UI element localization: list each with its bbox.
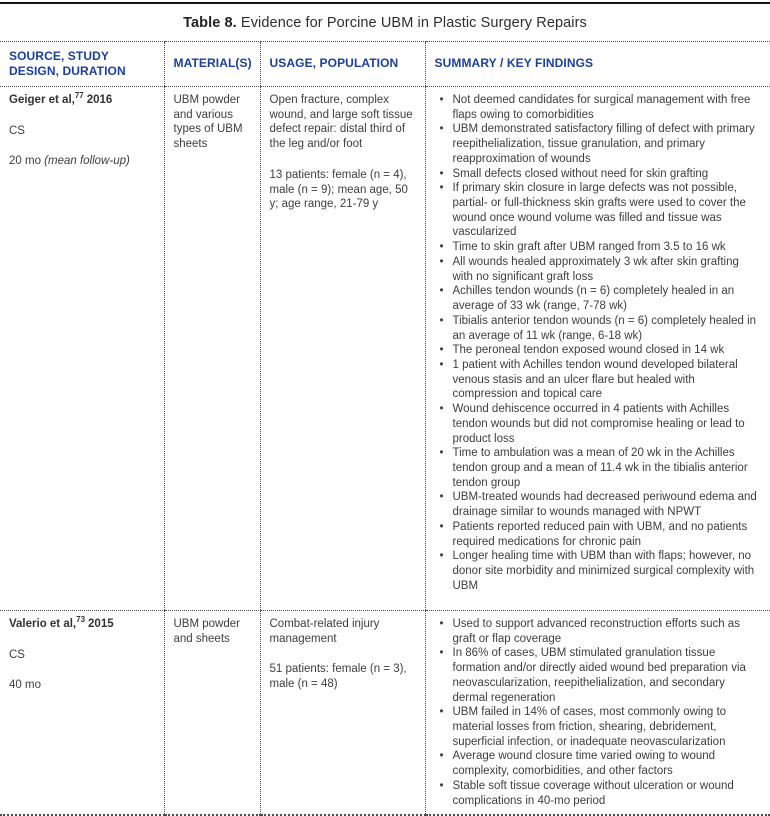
finding-item: • Stable soft tissue coverage without ulceration or wound complications in 40-mo period: [440, 779, 763, 808]
duration-note: (mean follow-up): [44, 155, 130, 168]
population-text: 13 patients: female (n = 4), male (n = 9); mean age, 50 y; age range, 21-79 y: [269, 168, 408, 211]
study-duration: [9, 154, 156, 169]
finding-item: • 1 patient with Achilles tendon wound developed bilateral venous stasis and an ulcer flare but healed with compression and topical care: [440, 358, 763, 402]
summary-cell: [425, 611, 770, 816]
study-citation: [9, 93, 156, 108]
source-cell: [0, 87, 164, 611]
table-row: [0, 87, 770, 611]
table-number: Table 8.: [183, 15, 237, 31]
study-design: CS: [9, 648, 25, 661]
header-row: [0, 42, 770, 87]
finding-item: • Longer healing time with UBM than with flaps; however, no donor site morbidity and minimized surgical complexity with UBM: [440, 549, 763, 593]
finding-item: • Small defects closed without need for skin grafting: [440, 167, 763, 182]
column-header-source: SOURCE, STUDY DESIGN, DURATION: [0, 42, 164, 87]
reference-superscript: 73: [76, 615, 86, 625]
study-duration: [9, 678, 156, 693]
finding-item: • Average wound closure time varied owing to wound complexity, comorbidities, and other factors: [440, 749, 763, 778]
column-header-summary: SUMMARY / KEY FINDINGS: [425, 42, 770, 87]
finding-item: • Tibialis anterior tendon wounds (n = 6) completely healed in an average of 11 wk (range, 6-18 wk): [440, 314, 763, 343]
finding-item: • The peroneal tendon exposed wound closed in 14 wk: [440, 343, 763, 358]
reference-superscript: 77: [74, 91, 84, 101]
finding-item: • UBM-treated wounds had decreased periwound edema and drainage similar to wounds managed with NPWT: [440, 490, 763, 519]
table-title-text: Evidence for Porcine UBM in Plastic Surgery Repairs: [236, 15, 587, 31]
finding-item: • Not deemed candidates for surgical management with free flaps owing to comorbidities: [440, 93, 763, 122]
source-cell: [0, 611, 164, 816]
finding-item: • UBM failed in 14% of cases, most commonly owing to material losses from friction, shearing, debridement, superficial infection, or inadequate neovascularization: [440, 705, 763, 749]
study-design: CS: [9, 124, 25, 137]
study-citation: [9, 617, 156, 632]
table-row: [0, 611, 770, 816]
finding-item: • If primary skin closure in large defects was not possible, partial- or full-thickness skin grafts were used to cover the wound once wound volume was filled and tissue was vascularized: [440, 181, 763, 240]
citation-year: 2016: [86, 94, 113, 106]
finding-item: • All wounds healed approximately 3 wk after skin grafting with no significant graft loss: [440, 255, 763, 284]
findings-list: [435, 93, 763, 593]
page: [0, 2, 770, 816]
finding-item: • Time to ambulation was a mean of 20 wk in the Achilles tendon group and a mean of 11.4 wk in the tibialis anterior tendon group: [440, 446, 763, 490]
finding-item: • Wound dehiscence occurred in 4 patients with Achilles tendon wounds but did not compromise healing or lead to product loss: [440, 402, 763, 446]
citation-authors: Valerio et al,: [9, 618, 77, 630]
column-header-material: MATERIAL(S): [164, 42, 260, 87]
findings-list: [435, 617, 763, 808]
finding-item: • In 86% of cases, UBM stimulated granulation tissue formation and/or directly aided wound bed preparation via neovascularization, reepithelialization, and secondary dermal regeneration: [440, 646, 763, 705]
finding-item: • Used to support advanced reconstruction efforts such as graft or flap coverage: [440, 617, 763, 646]
column-header-usage: USAGE, POPULATION: [260, 42, 425, 87]
usage-cell: [260, 611, 425, 816]
evidence-table: [0, 41, 770, 816]
finding-item: • UBM demonstrated satisfactory filling of defect with primary reepithelialization, tissue granulation, and primary reapproximation of wounds: [440, 122, 763, 166]
population-text: 51 patients: female (n = 3), male (n = 48): [269, 663, 407, 691]
material-cell: [164, 87, 260, 611]
usage-text: Combat-related injury management: [269, 618, 380, 645]
finding-item: • Time to skin graft after UBM ranged from 3.5 to 16 wk: [440, 240, 763, 255]
page-title: [0, 4, 770, 41]
usage-text: Open fracture, complex wound, and large soft tissue defect repair: distal third of the leg and/or foot: [269, 94, 413, 151]
material-text: UBM powder and sheets: [173, 618, 240, 645]
duration-value: 40 mo: [9, 679, 41, 692]
citation-year: 2015: [88, 618, 114, 630]
summary-cell: [425, 87, 770, 611]
material-text: UBM powder and various types of UBM sheets: [173, 94, 243, 151]
usage-cell: [260, 87, 425, 611]
finding-item: • Patients reported reduced pain with UBM, and no patients required medications for chronic pain: [440, 520, 763, 549]
finding-item: • Achilles tendon wounds (n = 6) completely healed in an average of 33 wk (range, 7-78 wk): [440, 284, 763, 313]
material-cell: [164, 611, 260, 816]
duration-value: 20 mo: [9, 155, 45, 168]
citation-authors: Geiger et al,: [9, 94, 75, 106]
